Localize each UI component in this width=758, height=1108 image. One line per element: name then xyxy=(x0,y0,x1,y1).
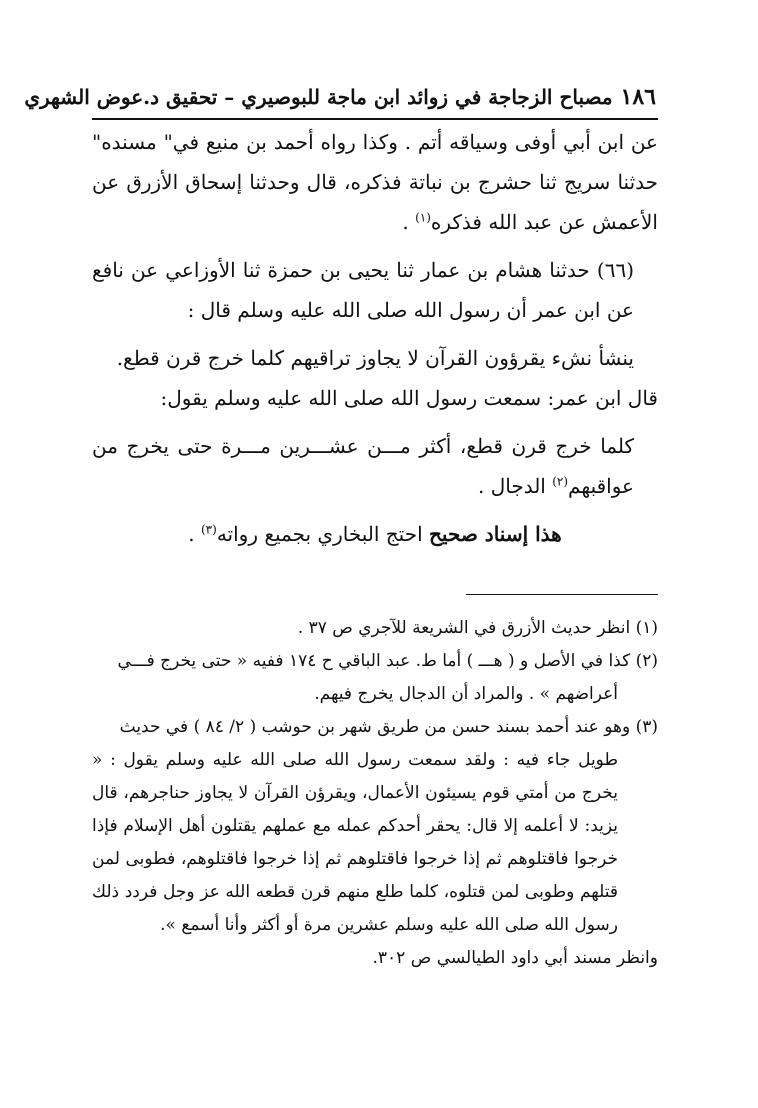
header-rule xyxy=(92,118,658,120)
footnotes xyxy=(92,612,658,975)
hadith-continuation: كلما خرج قرن قطع، أكثر مـــن عشـــرين مـــرة حتى يخرج من عواقبهم$^{(٢)}$ الدجال . xyxy=(92,434,634,498)
main-text xyxy=(92,122,658,554)
verdict-bold: هذا إسناد صحيح xyxy=(429,522,562,546)
footnote-1: (١) انظر حديث الأزرق في الشريعة للآجري ص ٣٧ . xyxy=(297,618,658,638)
footnote-3-body: طويل جاء فيه : ولقد سمعت رسول الله صلى الله عليه وسلم يقول : « يخرج من أمتي قوم يسيئون الأعمال، ويقرؤن القرآن لا يجاوز حناجرهم، قال يزيد: لا أعلمه إلا قال: يحقر أحدكم عمله مع عملهم يقتلون أهل الإسلام فإذا خرجوا فاقتلوهم ثم إذا خرجوا فاقتلوهم ثم إذا خرجوا فاقتلوهم، فطوبى لمن قتلهم وطوبى لمن قتلوه، كلما طلع منهم قرن قطعه الله عز وجل فردد ذلك رسول الله صلى الله عليه وسلم عشرين مرة أو أكثر وأنا أسمع ». xyxy=(92,750,618,935)
isnad-verdict: هذا إسناد صحيح احتج البخاري بجميع رواته$^{(٣)}$ . xyxy=(188,522,562,546)
ibn-umar-statement: قال ابن عمر: سمعت رسول الله صلى الله عليه وسلم يقول: xyxy=(160,386,658,410)
hadith-66-matn: ينشأ نشء يقرؤون القرآن لا يجاوز تراقيهم كلما خرج قرن قطع. xyxy=(116,346,634,370)
footnote-ref-2: (٢) xyxy=(552,474,569,489)
hadith-66-chain: (٦٦) حدثنا هشام بن عمار ثنا يحيى بن حمزة ثنا الأوزاعي عن نافع عن ابن عمر أن رسول الله صلى الله عليه وسلم قال : xyxy=(92,258,634,322)
book-title: مصباح الزجاجة في زوائد ابن ماجة للبوصيري – تحقيق د.عوض الشهري xyxy=(24,85,613,109)
footnote-3-line-1: (٣) وهو عند أحمد بسند حسن من طريق شهر بن حوشب ( ٢/ ٨٤ ) في حديث xyxy=(119,717,658,737)
paragraph-1: عن ابن أبي أوفى وسياقه أتم . وكذا رواه أحمد بن منيع في" مسنده" حدثنا سريج ثنا حشرج بن نباتة فذكره، قال وحدثنا إسحاق الأزرق عن الأعمش عن عبد الله فذكره$^{(١)}$ . xyxy=(92,130,658,234)
page-number: ١٨٦ xyxy=(620,84,656,110)
footnote-ref-3: (٣) xyxy=(200,522,217,537)
footnote-ref-1: (١) xyxy=(415,210,431,225)
running-header xyxy=(24,82,656,112)
footnote-2-line-1: (٢) كذا في الأصل و ( هـــ ) أما ط. عبد الباقي ح ١٧٤ ففيه « حتى يخرج فـــي xyxy=(117,651,658,671)
footnote-2-line-2: أعراضهم » . والمراد أن الدجال يخرج فيهم. xyxy=(314,684,618,704)
footnote-3-extra: وانظر مسند أبي داود الطيالسي ص ٣٠٢. xyxy=(372,948,658,968)
footnote-separator xyxy=(466,594,658,595)
